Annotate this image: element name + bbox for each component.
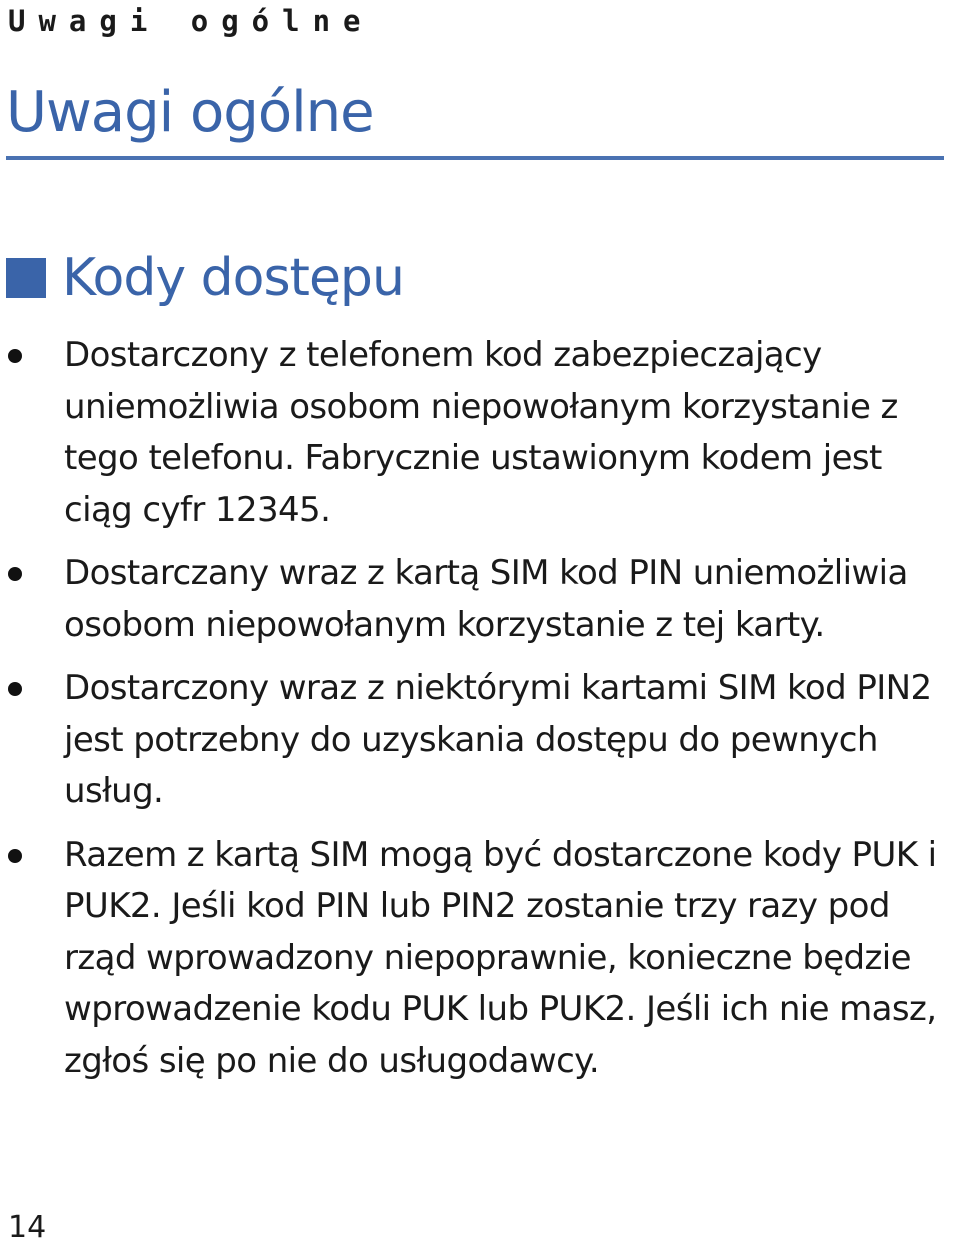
list-item xyxy=(0,663,960,818)
bullet-icon xyxy=(8,567,22,581)
list-item xyxy=(0,330,960,536)
page-number: 14 xyxy=(8,1210,47,1245)
list-item-text: Dostarczany wraz z kartą SIM kod PIN uniemożliwia osobom niepowołanym korzystanie z tej karty. xyxy=(64,553,908,645)
bullet-icon xyxy=(8,349,22,363)
list-item xyxy=(0,548,960,651)
list-item-text: Razem z kartą SIM mogą być dostarczone kody PUK i PUK2. Jeśli kod PIN lub PIN2 zostanie trzy razy pod rząd wprowadzony niepoprawnie, konieczne będzie wprowadzenie kodu PUK lub PUK2. Jeśli ich nie masz, zgłoś się po nie do usługodawcy. xyxy=(64,834,937,1081)
list-item xyxy=(0,830,960,1088)
section-heading xyxy=(6,248,404,308)
page-title: Uwagi ogólne xyxy=(6,80,374,145)
list-item-text: Dostarczony wraz z niektórymi kartami SIM kod PIN2 jest potrzebny do uzyskania dostępu do pewnych usług. xyxy=(64,668,932,811)
bullet-icon xyxy=(8,849,22,863)
bullet-list xyxy=(0,330,960,1099)
bullet-icon xyxy=(8,682,22,696)
square-icon xyxy=(6,258,46,298)
list-item-text: Dostarczony z telefonem kod zabezpieczający uniemożliwia osobom niepowołanym korzystanie z tego telefonu. Fabrycznie ustawionym kodem jest ciąg cyfr 12345. xyxy=(64,335,898,530)
running-header: Uwagi ogólne xyxy=(8,4,374,38)
section-heading-text: Kody dostępu xyxy=(62,248,404,308)
title-divider xyxy=(6,156,944,160)
